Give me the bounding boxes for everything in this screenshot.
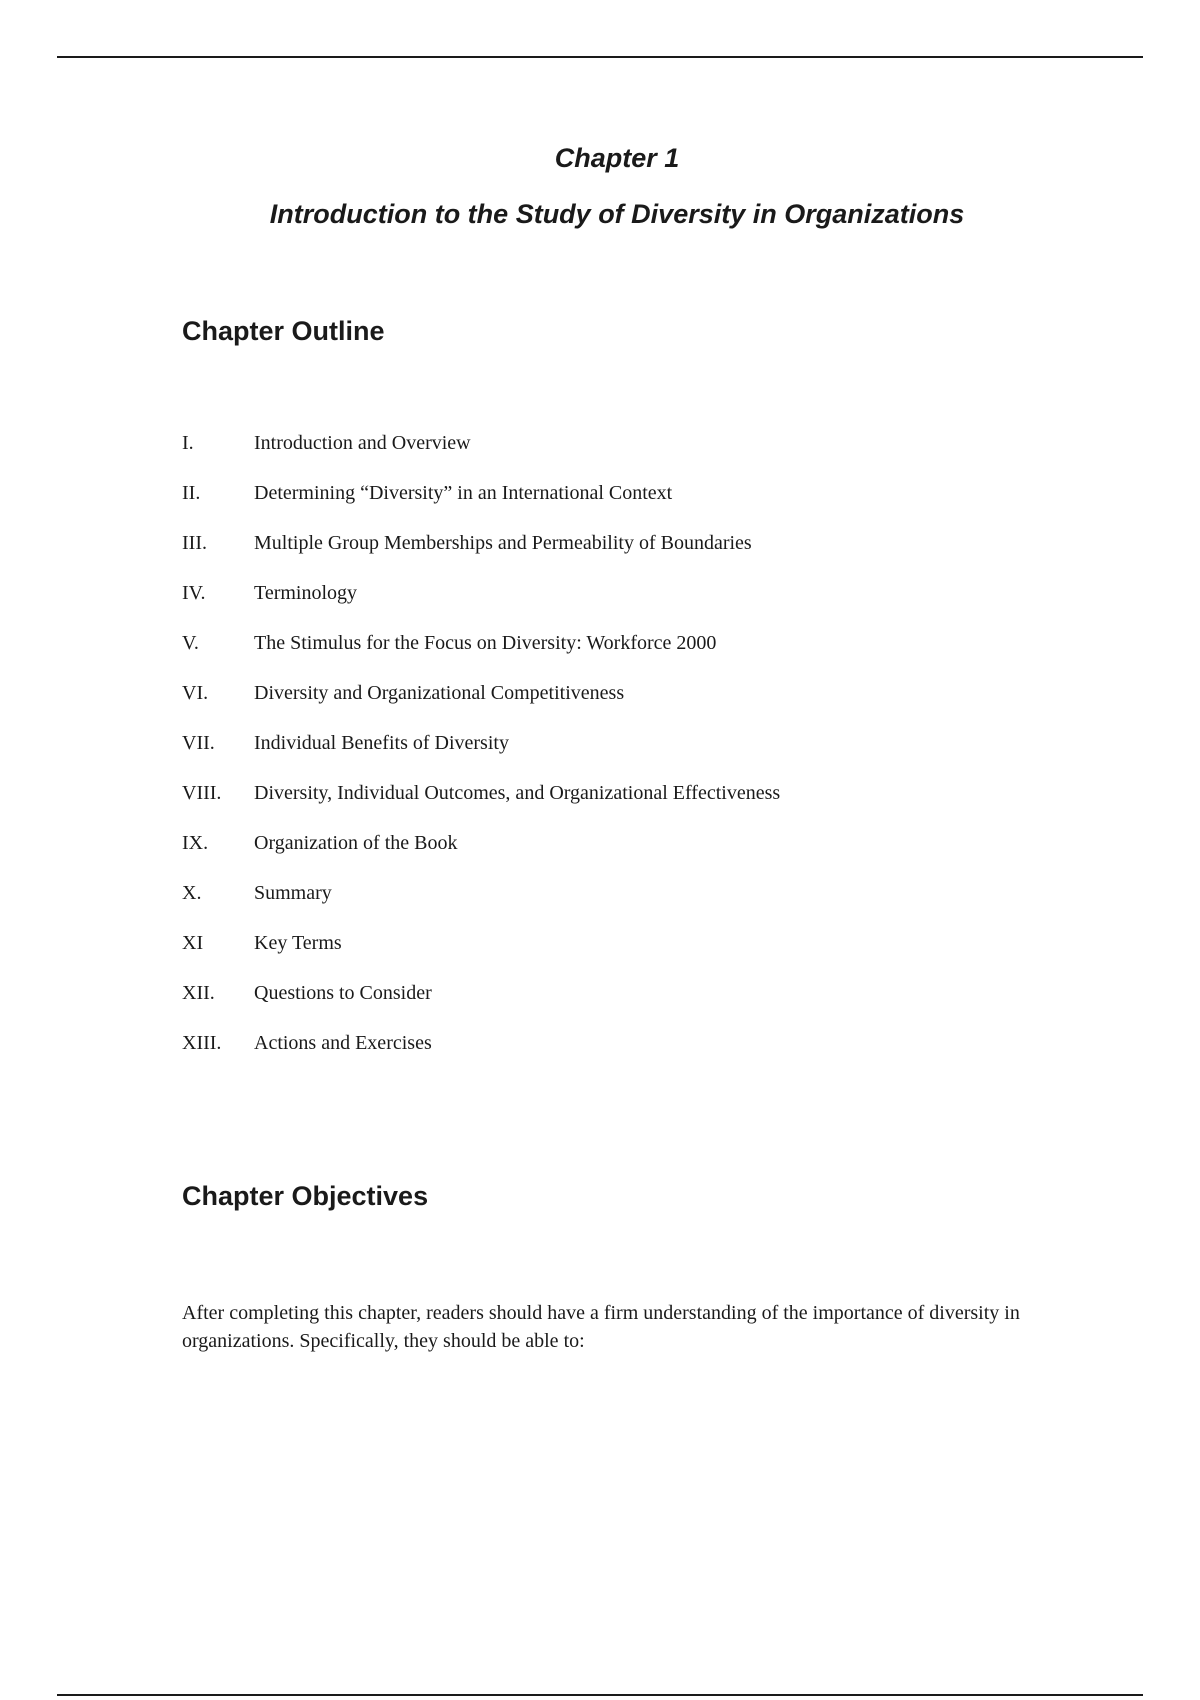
outline-numeral: X. (182, 882, 202, 904)
outline-item-text: Introduction and Overview (254, 432, 471, 454)
outline-item (182, 532, 1082, 582)
outline-item-text: Organization of the Book (254, 832, 458, 854)
outline-item (182, 982, 1082, 1032)
chapter-outline-heading: Chapter Outline (182, 316, 385, 346)
objectives-intro-paragraph: After completing this chapter, readers should have a firm understanding of the importance of diversity in organizations. Specifically, they should be able to: (182, 1302, 1020, 1352)
outline-item-text: The Stimulus for the Focus on Diversity: Workforce 2000 (254, 632, 717, 654)
outline-numeral: XI (182, 932, 204, 954)
outline-item (182, 432, 1082, 482)
outline-item-text: Actions and Exercises (254, 1032, 432, 1054)
outline-item (182, 732, 1082, 782)
outline-item-text: Key Terms (254, 932, 342, 954)
outline-numeral: VIII. (182, 782, 222, 804)
top-rule (57, 56, 1143, 58)
outline-item (182, 632, 1082, 682)
outline-numeral: IV. (182, 582, 206, 604)
outline-numeral: VII. (182, 732, 215, 754)
outline-numeral: I. (182, 432, 194, 454)
outline-numeral: II. (182, 482, 201, 504)
outline-numeral: VI. (182, 682, 209, 704)
outline-numeral: XII. (182, 982, 215, 1004)
outline-item (182, 582, 1082, 632)
outline-item-text: Questions to Consider (254, 982, 432, 1004)
outline-item (182, 1032, 1082, 1082)
outline-item (182, 832, 1082, 882)
outline-item-text: Diversity, Individual Outcomes, and Organizational Effectiveness (254, 782, 781, 804)
outline-item (182, 882, 1082, 932)
outline-item (182, 782, 1082, 832)
outline-item (182, 932, 1082, 982)
chapter-title: Introduction to the Study of Diversity in Organizations (269, 199, 965, 229)
outline-item-text: Multiple Group Memberships and Permeability of Boundaries (254, 532, 752, 554)
outline-item-text: Determining “Diversity” in an International Context (254, 482, 673, 504)
chapter-objectives-heading: Chapter Objectives (182, 1181, 429, 1211)
outline-numeral: XIII. (182, 1032, 222, 1054)
outline-item-text: Individual Benefits of Diversity (254, 732, 509, 754)
chapter-label: Chapter 1 (554, 143, 680, 173)
outline-item-text: Terminology (254, 582, 358, 604)
outline-item-text: Diversity and Organizational Competitiveness (254, 682, 625, 704)
outline-item (182, 482, 1082, 532)
outline-numeral: V. (182, 632, 199, 654)
outline-numeral: III. (182, 532, 207, 554)
chapter-outline-list (182, 432, 1082, 1082)
outline-numeral: IX. (182, 832, 209, 854)
bottom-rule (57, 1694, 1143, 1696)
outline-item-text: Summary (254, 882, 332, 904)
outline-item (182, 682, 1082, 732)
